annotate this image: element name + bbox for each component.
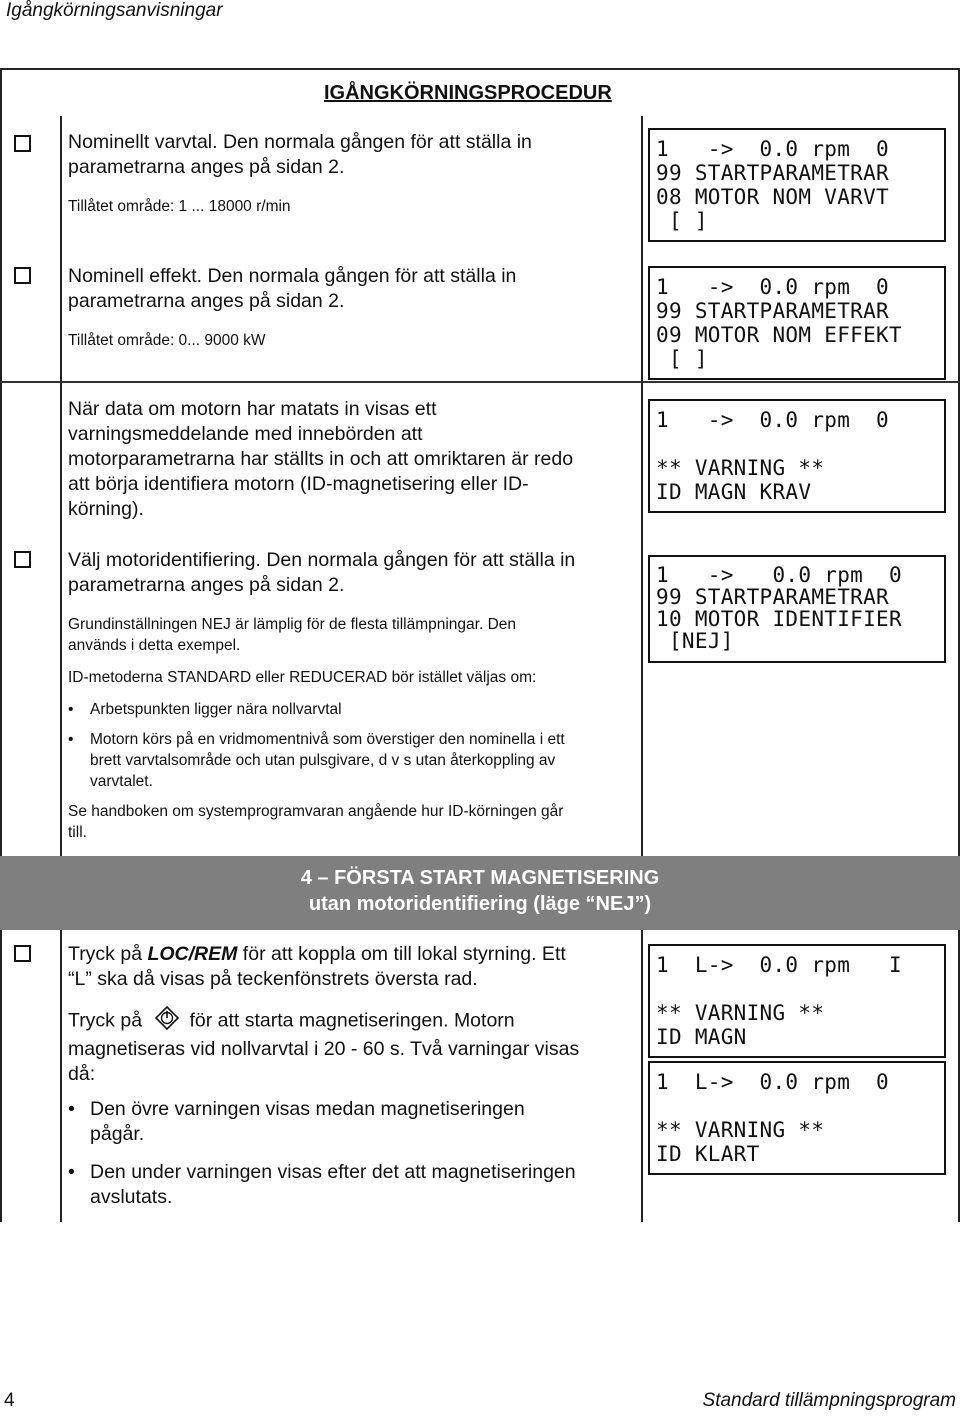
table-top-border [0, 68, 960, 70]
table-left-border [0, 68, 2, 1222]
running-header: Igångkörningsanvisningar [6, 0, 223, 21]
step-checkbox[interactable] [14, 945, 31, 962]
banner-title: 4 – FÖRSTA START MAGNETISERING [300, 867, 660, 889]
step-checkbox[interactable] [14, 267, 31, 284]
control-panel-display: 1 -> 0.0 rpm 0 99 STARTPARAMETRAR 09 MOTOR NOM EFFEKT [ ] [648, 266, 946, 380]
default-note: Grundinställningen NEJ är lämplig för de flesta tillämpningar. Den används i detta exempel. [68, 616, 517, 654]
control-panel-display: 1 L-> 0.0 rpm I ** VARNING ** ID MAGN [648, 944, 946, 1058]
list-item: • Den under varningen visas efter det att magnetiseringen avslutats. [68, 1161, 576, 1208]
column-divider-left [60, 116, 62, 856]
step-text: Tryck på LOC/REM för att koppla om till lokal styrning. Ett “L” ska då visas på teckenfönstrets översta rad. [68, 943, 566, 990]
start-key-icon [155, 1006, 179, 1037]
warning-explanation: När data om motorn har matats in visas ett varningsmeddelande med innebörden att motorparametrarna har ställts in och att omriktaren är redo att börja identifiera motorn (ID-magnetisering eller ID- körning). [68, 398, 574, 520]
column-divider-right [641, 116, 643, 856]
reference-note: Se handboken om systemprogramvaran angående hur ID-körningen går till. [68, 803, 564, 841]
page-number: 4 [4, 1390, 15, 1411]
control-panel-display: 1 L-> 0.0 rpm 0 ** VARNING ** ID KLART [648, 1061, 946, 1175]
control-panel-display: 1 -> 0.0 rpm 0 99 STARTPARAMETRAR 08 MOTOR NOM VARVT [ ] [648, 128, 946, 242]
control-panel-display: 1 -> 0.0 rpm 0 ** VARNING ** ID MAGN KRAV [648, 399, 946, 513]
section-banner [0, 856, 960, 930]
row-separator [0, 381, 960, 383]
step-text: Nominell effekt. Den normala gången för att ställa in parametrarna anges på sidan 2. [68, 265, 517, 312]
document-title: Standard tillämpningsprogram [702, 1390, 956, 1411]
step-checkbox[interactable] [14, 135, 31, 152]
step-text: Nominellt varvtal. Den normala gången för att ställa in parametrarna anges på sidan 2. [68, 131, 532, 178]
step-checkbox[interactable] [14, 551, 31, 568]
banner-subtitle: utan motoridentifiering (läge “NEJ”) [308, 893, 652, 915]
section-title: IGÅNGKÖRNINGSPROCEDUR [324, 82, 612, 104]
list-item: • Motorn körs på en vridmomentnivå som överstiger den nominella i ett brett varvtalsområde och utan pulsgivare, d v s utan återkoppling av varvtalet. [68, 731, 565, 790]
start-instruction: Tryck på för att starta magnetiseringen. Motorn magnetiseras vid nollvarvtal i 20 - 60 s. Två varningar visas då: [68, 1006, 638, 1087]
list-item: • Den övre varningen visas medan magnetiseringen pågår. [68, 1098, 525, 1145]
step-text: Välj motoridentifiering. Den normala gången för att ställa in parametrarna anges på sidan 2. [68, 549, 576, 596]
control-panel-display: 1 -> 0.0 rpm 0 99 STARTPARAMETRAR 10 MOTOR IDENTIFIER [NEJ] [648, 555, 946, 663]
loc-rem-key-label: LOC/REM [147, 943, 238, 965]
allowed-range: Tillåtet område: 0... 9000 kW [68, 332, 266, 349]
allowed-range: Tillåtet område: 1 ... 18000 r/min [68, 198, 291, 215]
column-divider-right-2 [641, 930, 643, 1222]
column-divider-left-2 [60, 930, 62, 1222]
id-methods-text: ID-metoderna STANDARD eller REDUCERAD bör istället väljas om: [68, 669, 537, 686]
list-item: • Arbetspunkten ligger nära nollvarvtal [68, 701, 342, 718]
